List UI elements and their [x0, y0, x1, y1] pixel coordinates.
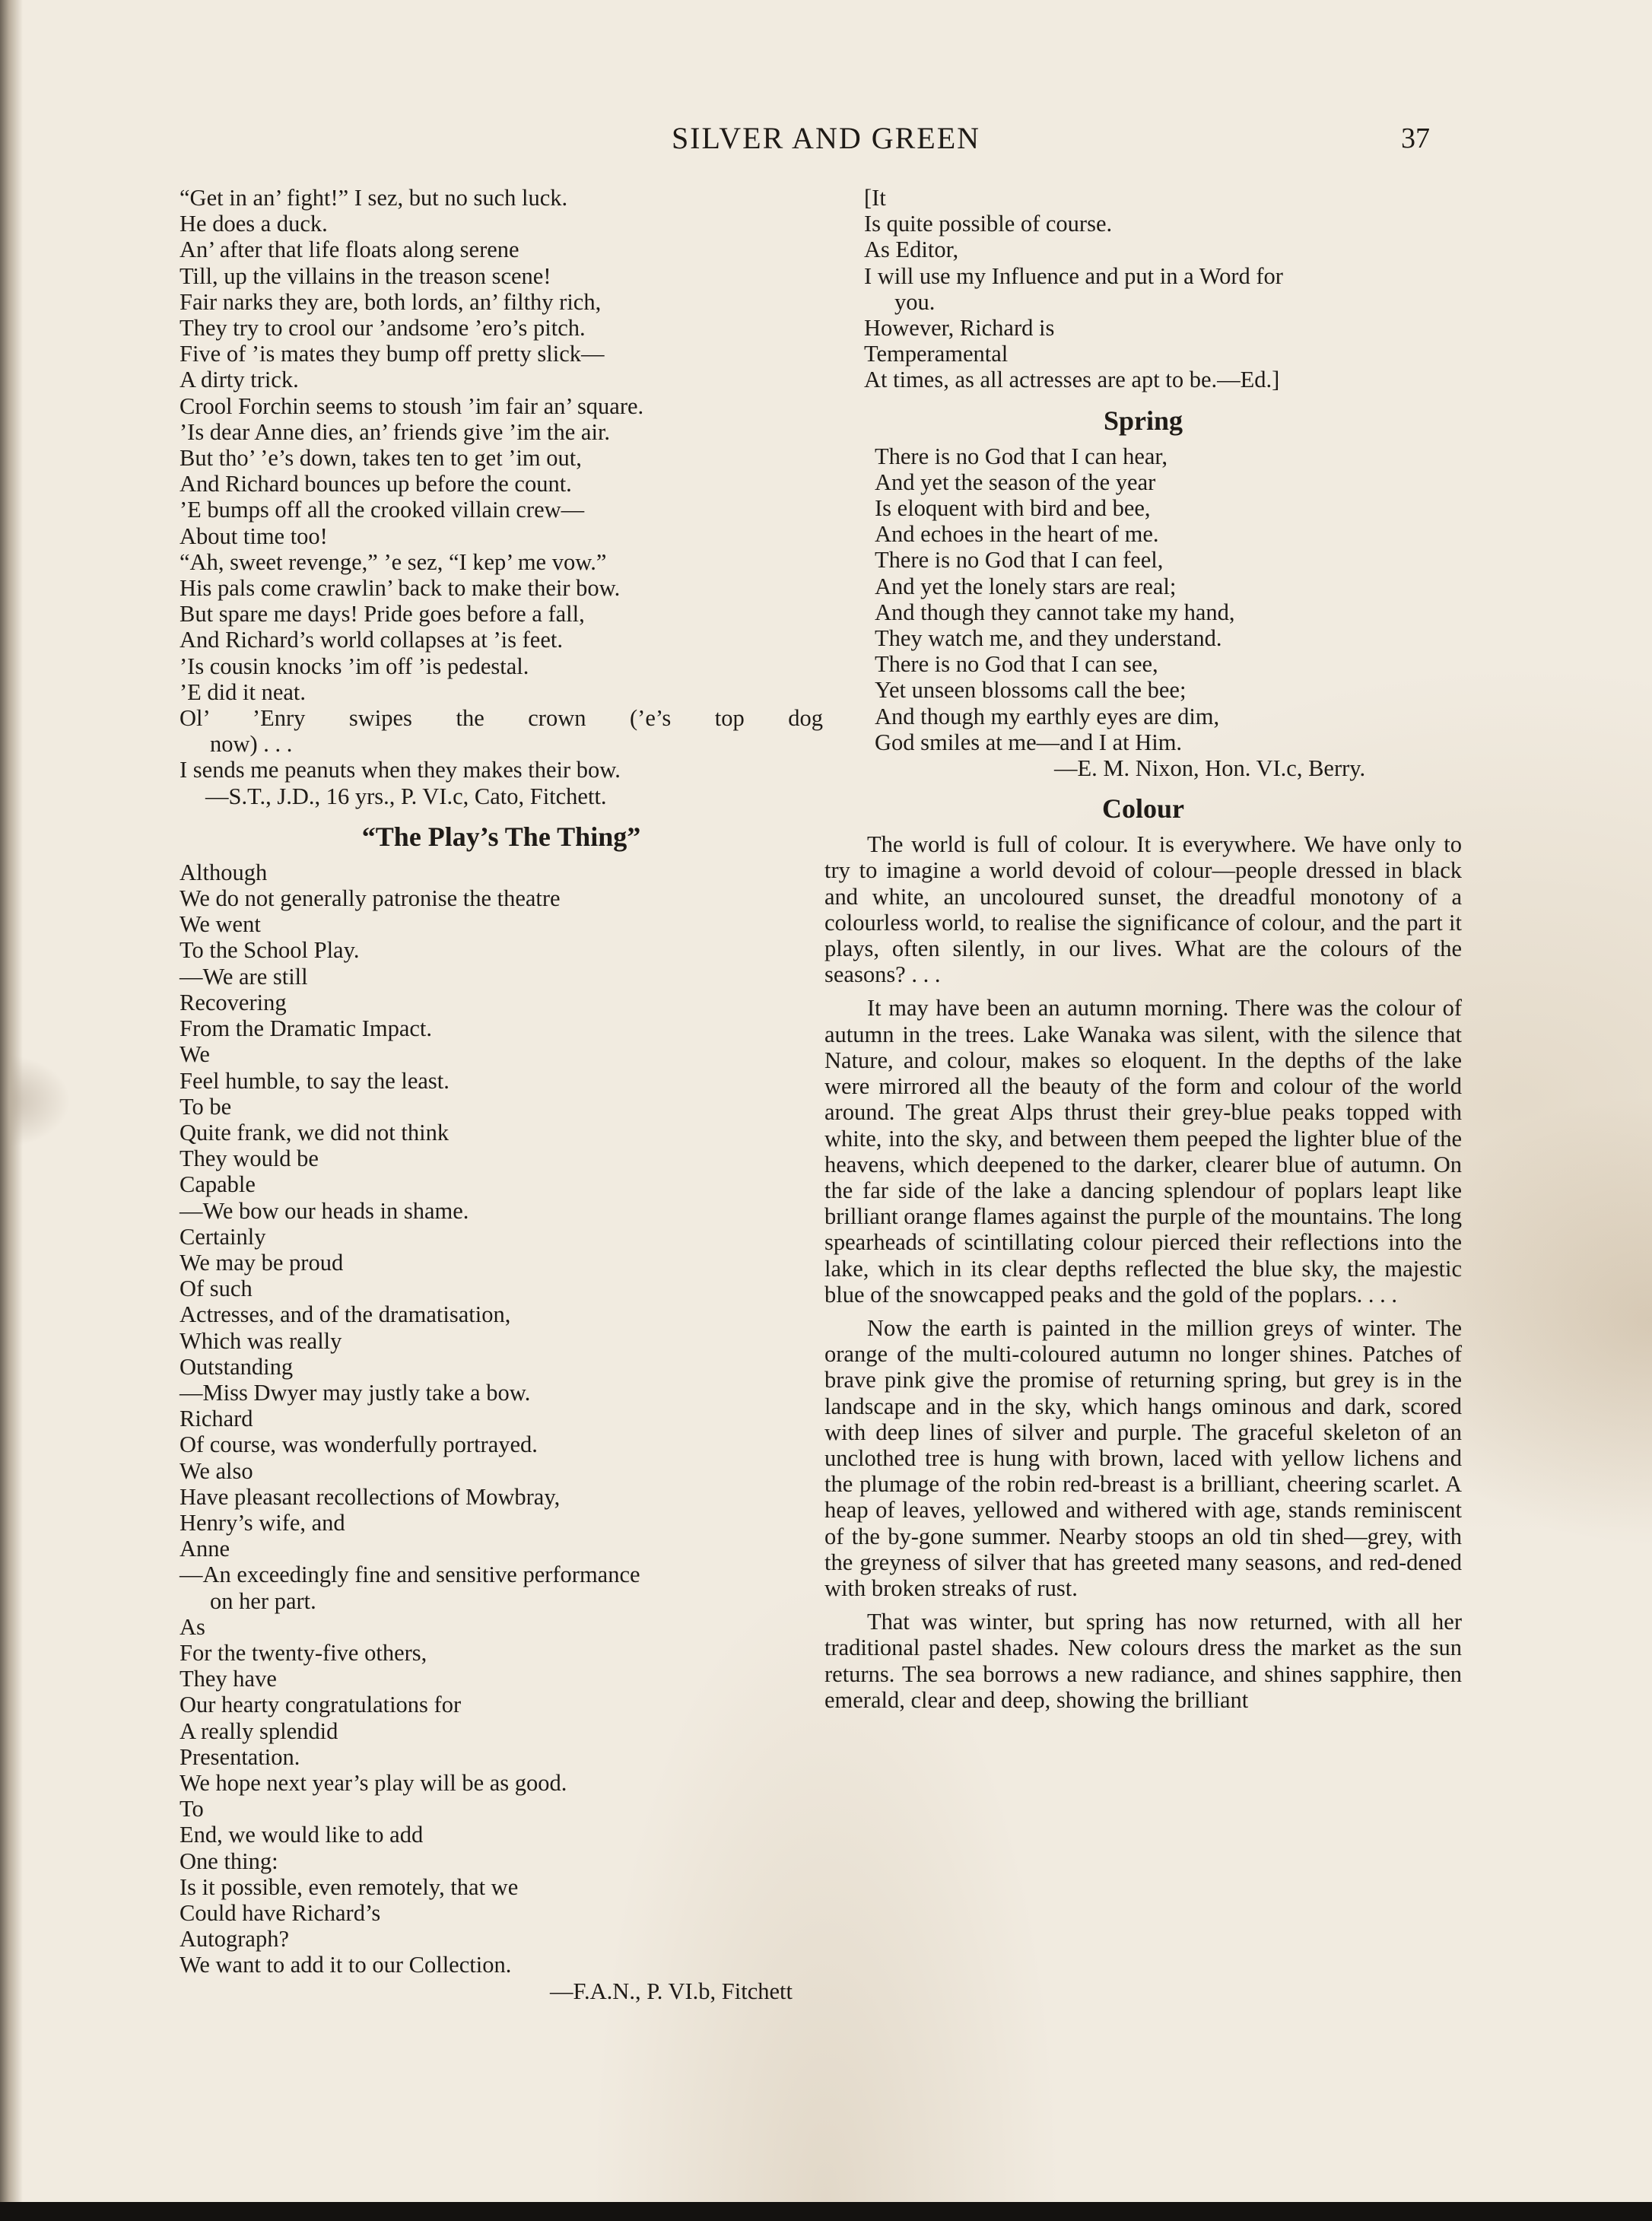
verse-line: To be [179, 1093, 232, 1120]
poem-line: Till, up the villains in the treason scene! [179, 262, 551, 289]
poem-line: But tho’ ’e’s down, takes ten to get ’im out, [179, 445, 582, 472]
verse-line: We may be proud [179, 1249, 344, 1276]
poem-line: ’E bumps off all the crooked villain crew— [179, 497, 585, 523]
poem-line: Yet unseen blossoms call the bee; [875, 677, 1187, 704]
poem-line: “Get in an’ fight!” I sez, but no such luck. [179, 185, 568, 211]
verse-line: We [179, 1041, 210, 1068]
poem-line: There is no God that I can hear, [875, 443, 1168, 469]
poem-line: ’Is dear Anne dies, an’ friends give ’im the air. [179, 418, 611, 445]
poem-line: now) . . . [210, 731, 293, 758]
essay-paragraph: Now the earth is painted in the million greys of winter. The orange of the multi-coloured autumn no longer shines. Patches of brave pink give the promise of returning spring, but grey is in the landscape and in the sky, which hangs ominous and dark, scored with deep lines of silver and purple. The graceful skeleton of an unclothed tree is hung with brown, laced with yellow lichens and the plumage of the robin red-breast is a brilliant, cheering scarlet. A heap of leaves, yellowed and withered with age, stands reminiscent of the by-gone summer. Nearby stoops an old tin shed—grey, with the greyness of silver that has greeted many seasons, and red-dened with broken streaks of rust. [824, 1314, 1462, 1601]
verse-line: Have pleasant recollections of Mowbray, [179, 1483, 561, 1510]
verse-line: Which was really [179, 1327, 342, 1354]
verse-line: Although [179, 859, 268, 885]
poem-line: He does a duck. [179, 211, 328, 237]
verse-line: From the Dramatic Impact. [179, 1015, 433, 1042]
verse-line: We do not generally patronise the theatre [179, 885, 561, 912]
colour-essay [824, 831, 1462, 1713]
verse-line: A really splendid [179, 1717, 338, 1744]
poem-line: And yet the season of the year [875, 469, 1156, 495]
verse-line: We want to add it to our Collection. [179, 1952, 512, 1978]
verse-line: As [179, 1613, 205, 1640]
poem-line: About time too! [179, 523, 328, 549]
verse-line: To [179, 1796, 204, 1822]
editor-note-line: Temperamental [864, 341, 1009, 367]
poem-line: There is no God that I can see, [875, 651, 1158, 678]
verse-line: Our hearty congratulations for [179, 1692, 462, 1718]
poem-line: And though my earthly eyes are dim, [875, 703, 1220, 729]
poem-line: There is no God that I can feel, [875, 547, 1164, 574]
verse-line: —We are still [179, 963, 308, 990]
verse-line: Henry’s wife, and [179, 1509, 345, 1536]
editor-note-line: Is quite possible of course. [864, 211, 1113, 237]
poem-line: Fair narks they are, both lords, an’ filthy rich, [179, 288, 602, 315]
poem-line: Five of ’is mates they bump off pretty slick— [179, 341, 605, 367]
verse-line: on her part. [210, 1587, 316, 1614]
editor-note-line: At times, as all actresses are apt to be.—Ed.] [864, 367, 1280, 393]
verse-line: We also [179, 1457, 253, 1484]
poem-line: God smiles at me—and I at Him. [875, 729, 1183, 755]
poem-line: Crool Forchin seems to stoush ’im fair an’ square. [179, 392, 644, 419]
editor-note-line: [It [864, 185, 886, 211]
poem-line: A dirty trick. [179, 367, 299, 393]
verse-line: They would be [179, 1145, 319, 1172]
poem-line: “Ah, sweet revenge,” ’e sez, “I kep’ me vow.” [179, 548, 607, 575]
editor-note [824, 185, 1462, 393]
poem-line: And yet the lonely stars are real; [875, 573, 1177, 599]
verse-line: We went [179, 911, 261, 938]
verse-line: Certainly [179, 1223, 266, 1250]
poem-signature: —E. M. Nixon, Hon. VI.c, Berry. [1054, 755, 1366, 782]
poem-line: I sends me peanuts when they makes their bow. [179, 757, 621, 783]
editor-note-line: I will use my Influence and put in a Word for [864, 262, 1283, 289]
verse-line: Recovering [179, 989, 287, 1015]
essay-paragraph: That was winter, but spring has now returned, with all her traditional pastel shades. New colours dress the market as the sun returns. The sea borrows a new radiance, and shines sapphire, then emerald, clear and deep, showing the brilliant [824, 1609, 1462, 1713]
verse-line: Anne [179, 1536, 230, 1562]
poem-verse-block [179, 185, 823, 809]
spring-title: Spring [1103, 405, 1183, 436]
verse-line: For the twenty-five others, [179, 1639, 427, 1666]
poem-signature: —S.T., J.D., 16 yrs., P. VI.c, Cato, Fitchett. [205, 783, 607, 809]
scan-edge [0, 2202, 1652, 2221]
verse-line: Could have Richard’s [179, 1900, 381, 1926]
left-column [179, 185, 823, 2004]
verse-line: End, we would like to add [179, 1822, 424, 1848]
poem-line: And Richard’s world collapses at ’is feet. [179, 627, 563, 653]
poem-line: And Richard bounces up before the count. [179, 471, 572, 497]
free-verse-block [179, 859, 823, 2004]
verse-line: Of course, was wonderfully portrayed. [179, 1431, 538, 1458]
spring-poem [824, 443, 1462, 782]
verse-line: Capable [179, 1171, 256, 1198]
verse-line: —Miss Dwyer may justly take a bow. [179, 1379, 531, 1406]
verse-line: —An exceedingly fine and sensitive performance [179, 1562, 640, 1588]
page-number: 37 [1401, 122, 1430, 154]
poem-line: An’ after that life floats along serene [179, 237, 519, 263]
colour-title: Colour [1102, 793, 1184, 825]
poem-line: They watch me, and they understand. [875, 625, 1222, 652]
verse-line: We hope next year’s play will be as good. [179, 1769, 567, 1796]
poem-line: And though they cannot take my hand, [875, 599, 1235, 625]
verse-line: Actresses, and of the dramatisation, [179, 1301, 511, 1328]
poem-line: They try to crool our ’andsome ’ero’s pitch. [179, 315, 586, 342]
poem-title: “The Play’s The Thing” [361, 821, 641, 852]
verse-line: Quite frank, we did not think [179, 1119, 450, 1145]
verse-line: —We bow our heads in shame. [179, 1197, 469, 1224]
verse-line: Feel humble, to say the least. [179, 1067, 450, 1094]
binding-gutter [0, 0, 23, 2202]
essay-paragraph: It may have been an autumn morning. There was the colour of autumn in the trees. Lake Wanaka was silent, with the silence that Nature, and colour, makes so eloquent. In the depths of the lake were mirrored all the beauty of the form and colour of the world around. The great Alps thrust their grey-blue peaks topped with white, into the sky, and between them peeped the lighter blue of the heavens, which deepened to the darker, clearer blue of autumn. On the far side of the lake a dancing splendour of poplars leapt like brilliant orange flames against the purple of the mountains. The long spearheads of scintillating colour pierced their reflections into the lake, which in its clear depths reflected the blue sky, the majestic blue of the snowcapped peaks and the gold of the poplars. . . . [824, 995, 1462, 1307]
verse-line: Presentation. [179, 1743, 300, 1770]
verse-signature: —F.A.N., P. VI.b, Fitchett [550, 1978, 793, 2004]
editor-note-line: However, Richard is [864, 315, 1055, 342]
verse-line: Richard [179, 1406, 253, 1432]
verse-line: Of such [179, 1276, 253, 1302]
poem-line: Ol’ ’Enry swipes the crown (’e’s top dog [179, 705, 823, 732]
running-title: SILVER AND GREEN [671, 121, 981, 155]
right-column [824, 185, 1462, 1721]
verse-line: Outstanding [179, 1353, 294, 1380]
poem-line: But spare me days! Pride goes before a fall, [179, 601, 585, 628]
poem-line: ’Is cousin knocks ’im off ’is pedestal. [179, 653, 529, 679]
verse-line: Is it possible, even remotely, that we [179, 1873, 519, 1900]
poem-line: ’E did it neat. [179, 678, 307, 705]
poem-line: And echoes in the heart of me. [875, 521, 1159, 548]
verse-line: Autograph? [179, 1926, 289, 1953]
essay-paragraph: The world is full of colour. It is everywhere. We have only to try to imagine a world devoid of colour—people dressed in black and white, an uncoloured sunset, the dreadful monotony of a colourless world, to realise the significance of colour, and the part it plays, often silently, in our lives. What are the colours of the seasons? . . . [824, 831, 1462, 988]
editor-note-line: As Editor, [864, 237, 959, 263]
editor-note-line: you. [894, 288, 936, 315]
verse-line: They have [179, 1666, 277, 1692]
verse-line: To the School Play. [179, 937, 360, 964]
verse-line: One thing: [179, 1848, 278, 1874]
poem-line: Is eloquent with bird and bee, [875, 495, 1151, 522]
poem-line: His pals come crawlin’ back to make their bow. [179, 575, 621, 602]
